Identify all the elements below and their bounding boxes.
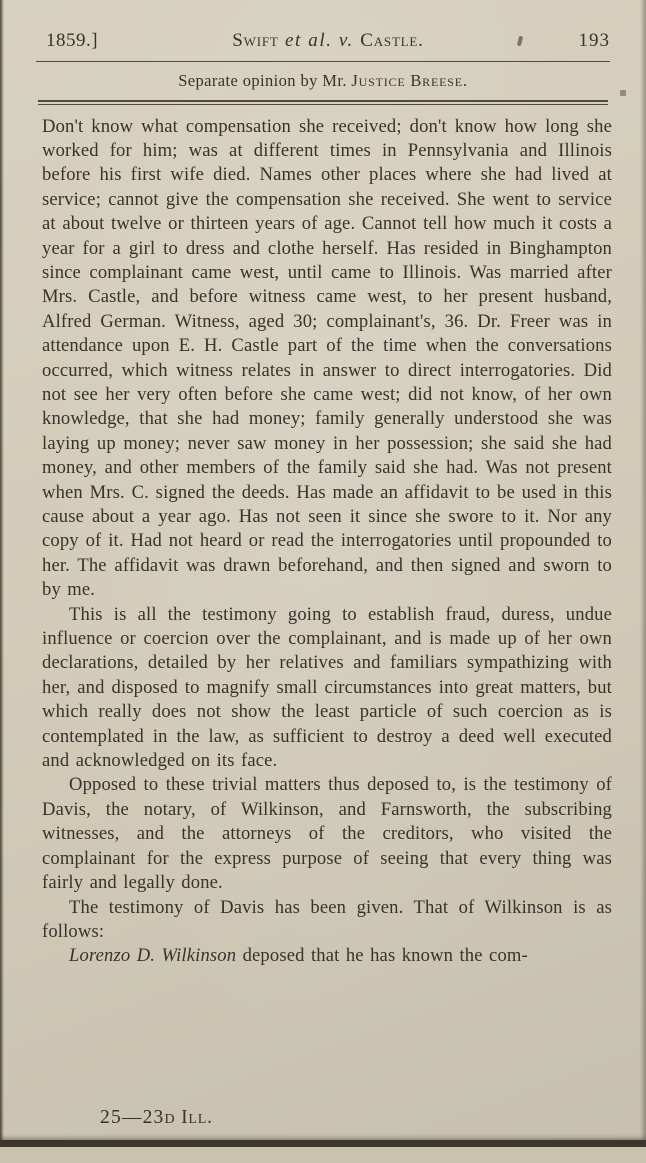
text-segment: et al. v.: [278, 30, 361, 51]
text-segment: Opposed to these trivial matters thus deposed to, is the testimony of Davis, the notary, of Wilkinson, and Farnsworth, the subscribing witnesses, and the attorneys of the creditors, who visited the complainant for the express purpose of seeing that every thing was fairly and legally done.: [42, 774, 612, 894]
header-case-title: [142, 30, 514, 52]
header-rule: [36, 61, 610, 62]
scan-edge-bottom: [0, 1140, 646, 1147]
running-header: [0, 0, 646, 52]
text-segment: Separate opinion by Mr.: [178, 71, 352, 90]
paragraph: [42, 115, 612, 603]
paragraph: [42, 944, 612, 968]
opinion-subheader: [0, 71, 646, 91]
text-segment: Justice Breese.: [351, 71, 468, 90]
header-page-number: 193: [578, 30, 610, 51]
text-segment: Don't know what compensation she received; don't know how long she worked for him; was at different times in Pennsylvania and Illinois before his first wife died. Names other places where she had lived at service; cannot give the compensation she received. She went to service at about twelve or thirteen years of age. Cannot tell how much it costs a year for a girl to dress and clothe herself. Has resided in Binghampton since complainant came west, until came to Illinois. Was married after Mrs. Castle, and before witness came west, to her present husband, Alfred German. Witness, aged 30; complainant's, 36. Dr. Freer was in attendance upon E. H. Castle part of the time when the conversations occurred, which witness relates in answer to direct interrogatories. Did not see her very often before she came west; did not know, of her own knowledge, that she had money; family generally understood she was laying up money; never saw money in her possession; she said she had money, and other members of the family said she had. Was not present when Mrs. C. signed the deeds. Has made an affidavit to be used in this cause about a year ago. Has not seen it since she swore to it. Nor any copy of it. Had not heard or read the interrogatories until propounded to her. The affidavit was drawn beforehand, and then signed and sworn to by me.: [42, 115, 612, 601]
text-segment: Swift: [232, 30, 279, 51]
scan-artifact: [620, 90, 626, 96]
text-segment: deposed that he has known the com-: [236, 945, 528, 967]
text-segment: Lorenzo D. Wilkinson: [69, 945, 237, 967]
printers-mark: [100, 1107, 213, 1129]
text-segment: Castle.: [360, 30, 424, 51]
paragraph: [42, 603, 612, 774]
text-segment: The testimony of Davis has been given. That of Wilkinson is as follows:: [42, 896, 612, 942]
text-segment: d Ill.: [164, 1107, 213, 1128]
header-year: 1859.]: [46, 30, 99, 51]
text-segment: 25—23: [100, 1107, 165, 1128]
paragraph: [42, 773, 612, 895]
page-body: [0, 105, 646, 969]
text-segment: This is all the testimony going to establish fraud, duress, undue influence or coercion over the complainant, and is made up of her own declarations, detailed by her relatives and familiars sympathizing with her, and disposed to magnify small circumstances into great matters, but which really does not show the least particle of such coercion as is contemplated in the law, as sufficient to destroy a deed well executed and acknowledged on its face.: [42, 603, 612, 772]
paragraph: [42, 896, 612, 945]
scan-bottom-strip: [0, 1147, 646, 1163]
